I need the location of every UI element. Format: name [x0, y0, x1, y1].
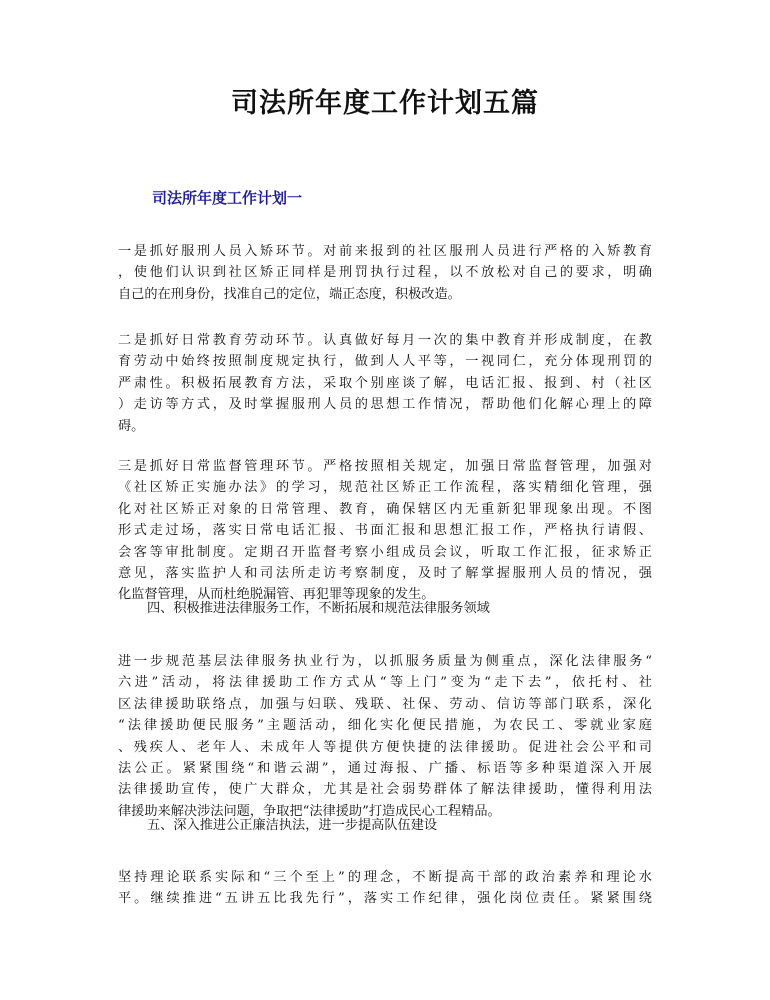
paragraph-line: 六进”活动，将法律援助工作方式从“等上门”变为“走下去”，依托村、社: [118, 675, 652, 691]
paragraph-line: 化监督管理，从而杜绝脱漏管、再犯罪等现象的发生。: [118, 587, 435, 603]
paragraph-line: ）走访等方式，及时掌握服刑人员的思想工作情况，帮助他们化解心理上的障: [118, 397, 652, 413]
paragraph-3: [118, 456, 652, 606]
paragraph-line: 区法律援助联络点，加强与妇联、残联、社保、劳动、信访等部门联系，深化: [118, 696, 652, 712]
paragraph-line: 育劳动中始终按照制度规定执行，做到人人平等，一视同仁，充分体现刑罚的: [118, 354, 652, 370]
paragraph-line: 律援助来解决涉法问题，争取把“法律援助”打造成民心工程精品。: [118, 803, 501, 819]
paragraph-line: 平。继续推进“五讲五比我先行”，落实工作纪律，强化岗位责任。紧紧围绕: [118, 891, 652, 907]
paragraph-line: 《社区矫正实施办法》的学习，规范社区矫正工作流程，落实精细化管理，强: [118, 480, 652, 496]
paragraph-line: 形式走过场，落实日常电话汇报、书面汇报和思想汇报工作，严格执行请假、: [118, 523, 652, 539]
paragraph-2: [118, 330, 652, 437]
paragraph-line: ，使他们认识到社区矫正同样是刑罚执行过程，以不放松对自己的要求，明确: [118, 265, 652, 281]
subheading-4: 四、积极推进法律服务工作，不断拓展和规范法律服务领域: [147, 601, 490, 616]
paragraph-line: 法律援助宣传，使广大群众，尤其是社会弱势群体了解法律援助，懂得利用法: [118, 782, 652, 798]
paragraph-5: [118, 867, 652, 910]
section-heading: 司法所年度工作计划一: [152, 189, 303, 207]
paragraph-line: 二是抓好日常教育劳动环节。认真做好每月一次的集中教育并形成制度，在教: [118, 333, 652, 348]
paragraph-line: 进一步规范基层法律服务执业行为，以抓服务质量为侧重点，深化法律服务“: [118, 654, 652, 669]
paragraph-line: 法公正。紧紧围绕“和谐云湖”，通过海报、广播、标语等多种渠道深入开展: [118, 761, 652, 777]
paragraph-1: [118, 241, 652, 305]
paragraph-line: 自己的在刑身份，找准自己的定位，端正态度，积极改造。: [118, 286, 461, 302]
paragraph-line: 一是抓好服刑人员入矫环节。对前来报到的社区服刑人员进行严格的入矫教育: [118, 244, 652, 259]
paragraph-line: 三是抓好日常监督管理环节。严格按照相关规定，加强日常监督管理，加强对: [118, 459, 652, 474]
paragraph-4: [118, 651, 652, 822]
paragraph-line: “法律援助便民服务”主题活动，细化实化便民措施，为农民工、零就业家庭: [118, 718, 652, 734]
paragraph-line: 化对社区矫正对象的日常管理、教育，确保辖区内无重新犯罪现象出现。不图: [118, 501, 652, 517]
paragraph-line: 、残疾人、老年人、未成年人等提供方便快捷的法律援助。促进社会公平和司: [118, 739, 652, 755]
paragraph-line: 严肃性。积极拓展教育方法，采取个别座谈了解，电话汇报、报到、村（社区: [118, 375, 652, 391]
paragraph-line: 碍。: [118, 418, 145, 434]
document-title: 司法所年度工作计划五篇: [231, 88, 539, 119]
subheading-5: 五、深入推进公正廉洁执法，进一步提高队伍建设: [147, 818, 438, 833]
paragraph-line: 坚持理论联系实际和“三个至上”的理念，不断提高干部的政治素养和理论水: [118, 870, 652, 885]
paragraph-line: 会客等审批制度。定期召开监督考察小组成员会议，听取工作汇报，征求矫正: [118, 544, 652, 560]
paragraph-line: 意见，落实监护人和司法所走访考察制度，及时了解掌握服刑人员的情况，强: [118, 566, 652, 582]
